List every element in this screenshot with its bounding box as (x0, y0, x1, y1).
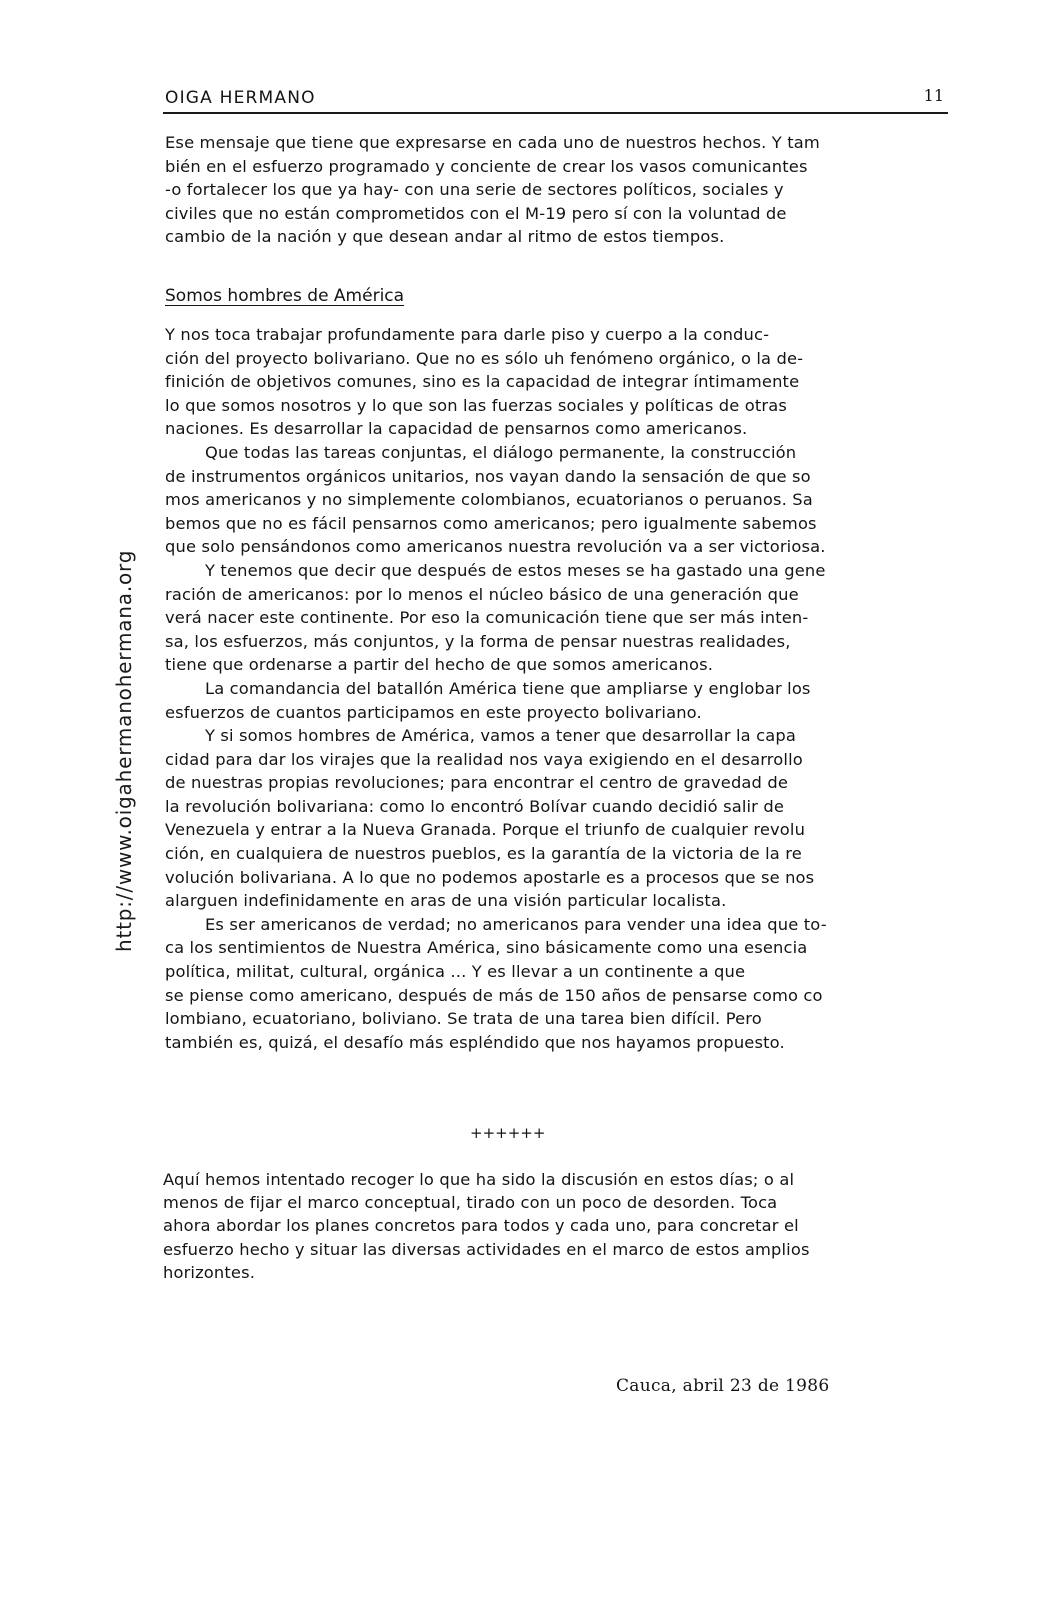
text-line: volución bolivariana. A lo que no podemos apostarle es a procesos que se nos (165, 867, 815, 887)
text-line: ración de americanos: por lo menos el núcleo básico de una generación que (165, 584, 799, 604)
text-line: se piense como americano, después de más de 150 años de pensarse como co (165, 985, 823, 1005)
text-line: naciones. Es desarrollar la capacidad de pensarnos como americanos. (165, 419, 748, 439)
text-line: de instrumentos orgánicos unitarios, nos vayan dando la sensación de que so (165, 466, 811, 486)
text-line: lo que somos nosotros y lo que son las fuerzas sociales y políticas de otras (165, 395, 788, 415)
text-line: Y si somos hombres de América, vamos a tener que desarrollar la capa (205, 726, 796, 746)
text-line: bién en el esfuerzo programado y conciente de crear los vasos comunicantes (165, 156, 808, 176)
text-line: que solo pensándonos como americanos nuestra revolución va a ser victoriosa. (165, 537, 826, 557)
text-line: finición de objetivos comunes, sino es la capacidad de integrar íntimamente (165, 372, 800, 392)
text-line: ca los sentimientos de Nuestra América, sino básicamente como una esencia (165, 938, 808, 958)
text-line: Y tenemos que decir que después de estos meses se ha gastado una gene (205, 560, 826, 580)
text-line: lombiano, ecuatoriano, boliviano. Se trata de una tarea bien difícil. Pero (165, 1009, 762, 1029)
text-line: mos americanos y no simplemente colombianos, ecuatorianos o peruanos. Sa (165, 490, 813, 510)
text-line: menos de fijar el marco conceptual, tirado con un poco de desorden. Toca (163, 1193, 778, 1213)
text-line: horizontes. (163, 1262, 256, 1282)
text-line: esfuerzo hecho y situar las diversas actividades en el marco de estos amplios (163, 1239, 810, 1259)
text-line: Ese mensaje que tiene que expresarse en cada uno de nuestros hechos. Y tam (165, 133, 820, 152)
intro-paragraph (165, 131, 820, 249)
text-line: esfuerzos de cuantos participamos en este proyecto bolivariano. (165, 702, 702, 722)
text-line: -o fortalecer los que ya hay- con una serie de sectores políticos, sociales y (165, 180, 784, 200)
text-line: alarguen indefinidamente en aras de una visión particular localista. (165, 891, 727, 911)
running-header (163, 86, 948, 114)
section-body (165, 323, 827, 1054)
text-line: ción, en cualquiera de nuestros pueblos, es la garantía de la victoria de la re (165, 844, 802, 864)
text-line: sa, los esfuerzos, más conjuntos, y la forma de pensar nuestras realidades, (165, 631, 791, 651)
publication-title: OIGA HERMANO (165, 88, 316, 108)
text-line: Venezuela y entrar a la Nueva Granada. Porque el triunfo de cualquier revolu (165, 820, 806, 840)
text-line: Es ser americanos de verdad; no americanos para vender una idea que to- (205, 914, 827, 934)
text-line: bemos que no es fácil pensarnos como americanos; pero igualmente sabemos (165, 513, 817, 533)
text-line: política, militat, cultural, orgánica ... Y es llevar a un continente a que (165, 962, 746, 982)
text-line: tiene que ordenarse a partir del hecho de que somos americanos. (165, 655, 714, 675)
place-and-date: Cauca, abril 23 de 1986 (616, 1376, 830, 1396)
text-line: La comandancia del batallón América tiene que ampliarse y englobar los (205, 678, 811, 698)
text-line: verá nacer este continente. Por eso la comunicación tiene que ser más inten- (165, 608, 809, 628)
text-line: Aquí hemos intentado recoger lo que ha sido la discusión en estos días; o al (163, 1170, 795, 1189)
text-line: cambio de la nación y que desean andar al ritmo de estos tiempos. (165, 227, 725, 247)
text-line: civiles que no están comprometidos con el M-19 pero sí con la voluntad de (165, 203, 787, 223)
watermark-url: http://www.oigahermanohermana.org (112, 549, 136, 952)
section-heading: Somos hombres de América (165, 286, 405, 306)
text-line: ción del proyecto bolivariano. Que no es sólo uh fenómeno orgánico, o la de- (165, 348, 804, 368)
text-line: ahora abordar los planes concretos para todos y cada uno, para concretar el (163, 1216, 799, 1236)
section-separator: ++++++ (470, 1124, 546, 1142)
text-line: la revolución bolivariana: como lo encontró Bolívar cuando decidió salir de (165, 796, 784, 816)
text-line: Y nos toca trabajar profundamente para darle piso y cuerpo a la conduc- (165, 325, 770, 344)
page-number: 11 (923, 86, 944, 105)
closing-paragraph (163, 1168, 810, 1284)
text-line: de nuestras propias revoluciones; para encontrar el centro de gravedad de (165, 773, 789, 793)
text-line: cidad para dar los virajes que la realidad nos vaya exigiendo en el desarrollo (165, 749, 803, 769)
text-line: también es, quizá, el desafío más espléndido que nos hayamos propuesto. (165, 1032, 785, 1052)
text-line: Que todas las tareas conjuntas, el diálogo permanente, la construcción (205, 442, 797, 462)
